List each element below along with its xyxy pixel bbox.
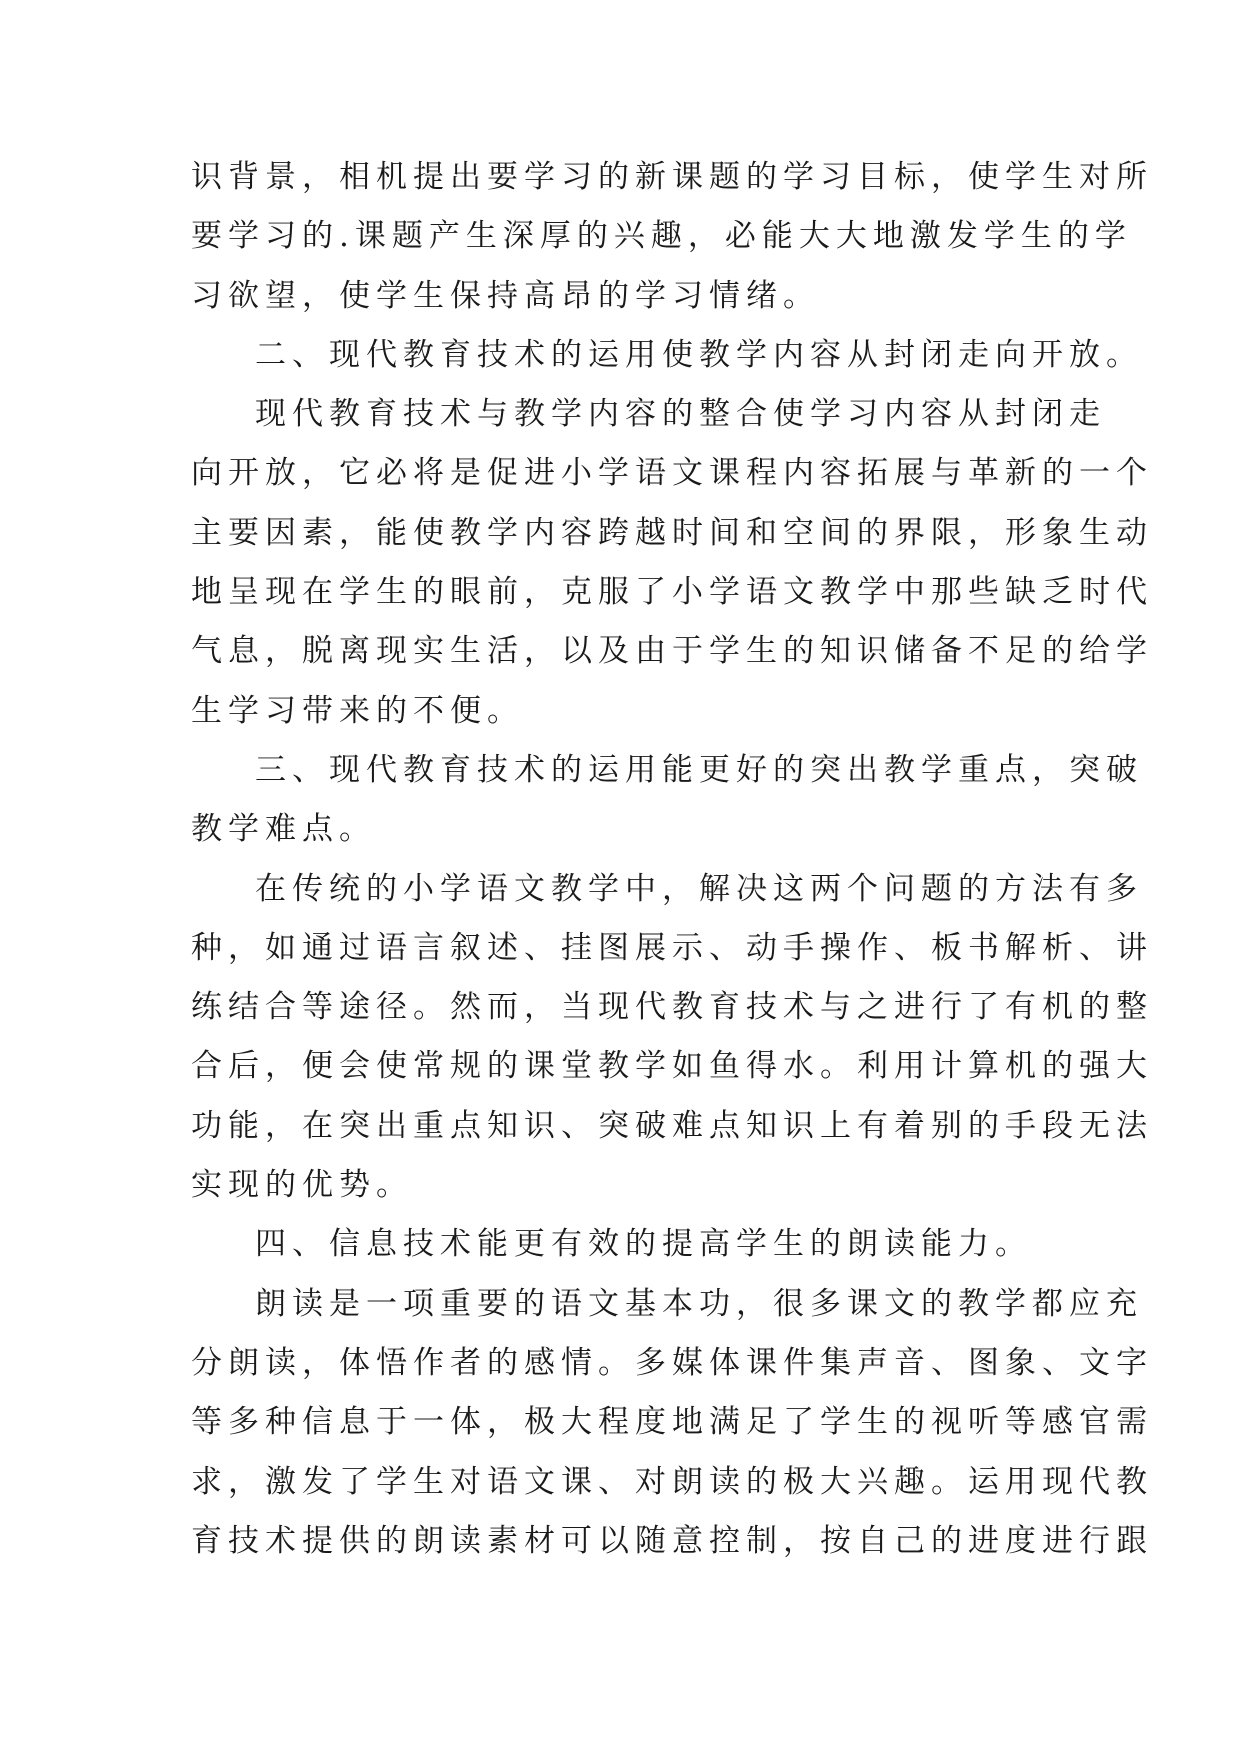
text-line: 习欲望，使学生保持高昂的学习情绪。 xyxy=(191,277,820,314)
document-body xyxy=(191,148,1153,1571)
text-line: 要学习的.课题产生深厚的兴趣，必能大大地激发学生的学 xyxy=(191,218,1132,255)
text-line: 现代教育技术与教学内容的整合使学习内容从封闭走 xyxy=(255,396,1106,433)
text-line: 四、信息技术能更有效的提高学生的朗读能力。 xyxy=(255,1226,1032,1263)
text-line: 气息，脱离现实生活，以及由于学生的知识储备不足的给学 xyxy=(191,633,1153,670)
text-line: 二、现代教育技术的运用使教学内容从封闭走向开放。 xyxy=(255,336,1143,373)
text-line: 教学难点。 xyxy=(191,811,376,848)
text-line: 实现的优势。 xyxy=(191,1167,413,1204)
text-line: 主要因素，能使教学内容跨越时间和空间的界限，形象生动 xyxy=(191,514,1153,551)
text-line: 功能，在突出重点知识、突破难点知识上有着别的手段无法 xyxy=(191,1107,1153,1144)
text-line: 等多种信息于一体，极大程度地满足了学生的视听等感官需 xyxy=(191,1404,1153,1441)
text-line: 合后，便会使常规的课堂教学如鱼得水。利用计算机的强大 xyxy=(191,1048,1153,1085)
text-line: 生学习带来的不便。 xyxy=(191,692,524,729)
text-line: 识背景，相机提出要学习的新课题的学习目标，使学生对所 xyxy=(191,159,1153,195)
text-line: 种，如通过语言叙述、挂图展示、动手操作、板书解析、讲 xyxy=(191,929,1153,966)
text-line: 向开放，它必将是促进小学语文课程内容拓展与革新的一个 xyxy=(191,455,1153,492)
text-line: 在传统的小学语文教学中，解决这两个问题的方法有多 xyxy=(255,870,1143,907)
text-line: 朗读是一项重要的语文基本功，很多课文的教学都应充 xyxy=(255,1285,1143,1322)
text-line: 育技术提供的朗读素材可以随意控制，按自己的进度进行跟 xyxy=(191,1522,1153,1559)
text-line: 练结合等途径。然而，当现代教育技术与之进行了有机的整 xyxy=(191,989,1153,1026)
text-line: 求，激发了学生对语文课、对朗读的极大兴趣。运用现代教 xyxy=(191,1463,1153,1500)
text-line: 地呈现在学生的眼前，克服了小学语文教学中那些缺乏时代 xyxy=(191,574,1153,611)
text-line: 三、现代教育技术的运用能更好的突出教学重点，突破 xyxy=(255,751,1143,788)
text-line: 分朗读，体悟作者的感情。多媒体课件集声音、图象、文字 xyxy=(191,1344,1153,1381)
